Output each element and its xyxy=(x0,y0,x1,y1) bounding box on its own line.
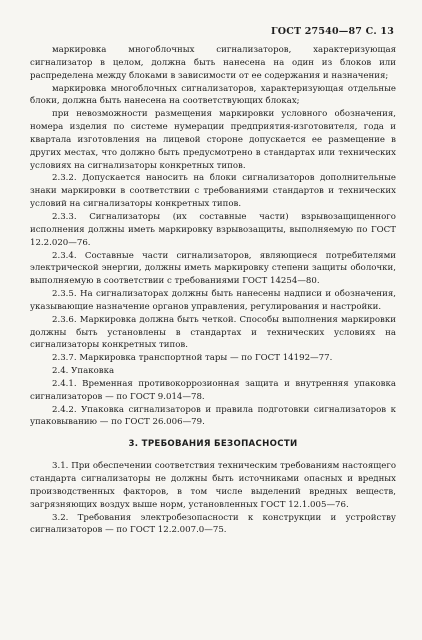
paragraph-marking-separate-blocks: маркировка многоблочных сигнализаторов, характеризующая отдельные блоки, должна быть нанесена на соответствующих блоках; xyxy=(30,83,396,107)
paragraph-3-2: 3.2. Требования электробезопасности к конструкции и устройству сигнализаторов — по ГОСТ 12.2.007.0—75. xyxy=(30,512,396,536)
paragraph-marking-placement: при невозможности размещения маркировки условного обозначения, номера изделия по системе нумерации предприятия-изготовителя, года и квартала изготовления на лицевой стороне допускается ее размещение в других местах, что должно быть предусмотрено в стандартах или технических условиях на сигнализаторы конкретных типов. xyxy=(30,109,396,171)
paragraph-marking-multiblock: маркировка многоблочных сигнализаторов, характеризующая сигнализатор в целом, должна быть нанесена на один из блоков или распределена между блоками в зависимости от ее содержания и назначения; xyxy=(30,45,396,81)
paragraph-2-3-7: 2.3.7. Маркировка транспортной тары — по ГОСТ 14192—77. xyxy=(52,353,333,364)
paragraph-2-4-2: 2.4.2. Упаковка сигнализаторов и правила подготовки сигнализаторов к упаковыванию — по ГОСТ 26.006—79. xyxy=(30,404,396,428)
paragraph-2-3-3: 2.3.3. Сигнализаторы (их составные части) взрывозащищенного исполнения должны иметь маркировку взрывозащиты, выполняемую по ГОСТ 12.2.020—76. xyxy=(30,211,396,248)
paragraph-2-3-5: 2.3.5. На сигнализаторах должны быть нанесены надписи и обозначения, указывающие назначение органов управления, регулирования и настройки. xyxy=(30,289,396,312)
paragraph-2-3-4: 2.3.4. Составные части сигнализаторов, являющиеся потребителями электрической энергии, должны иметь маркировку степени защиты оболочки, выполняемую в соответствии с требованиями ГОСТ 14254—80. xyxy=(30,250,396,287)
document-body xyxy=(30,44,396,537)
running-header: ГОСТ 27540—87 С. 13 xyxy=(270,26,394,37)
section-heading-safety: 3. ТРЕБОВАНИЯ БЕЗОПАСНОСТИ xyxy=(128,439,298,450)
paragraph-2-4-1: 2.4.1. Временная противокоррозионная защита и внутренняя упаковка сигнализаторов — по ГОСТ 9.014—78. xyxy=(30,378,396,402)
paragraph-2-4-heading: 2.4. Упаковка xyxy=(52,366,115,377)
paragraph-2-3-2: 2.3.2. Допускается наносить на блоки сигнализаторов дополнительные знаки маркировки в соответствии с требованиями стандартов и технических условий на сигнализаторы конкретных типов. xyxy=(30,173,396,210)
paragraph-3-1: 3.1. При обеспечении соответствия техническим требованиям настоящего стандарта сигнализаторы не должны быть источниками опасных и вредных производственных факторов, в том числе выделений вредных веществ, загрязняющих воздух выше норм, установленных ГОСТ 12.1.005—76. xyxy=(30,461,396,510)
paragraph-2-3-6: 2.3.6. Маркировка должна быть четкой. Способы выполнения маркировки должны быть установлены в стандартах и технических условиях на сигнализаторы конкретных типов. xyxy=(30,314,396,351)
